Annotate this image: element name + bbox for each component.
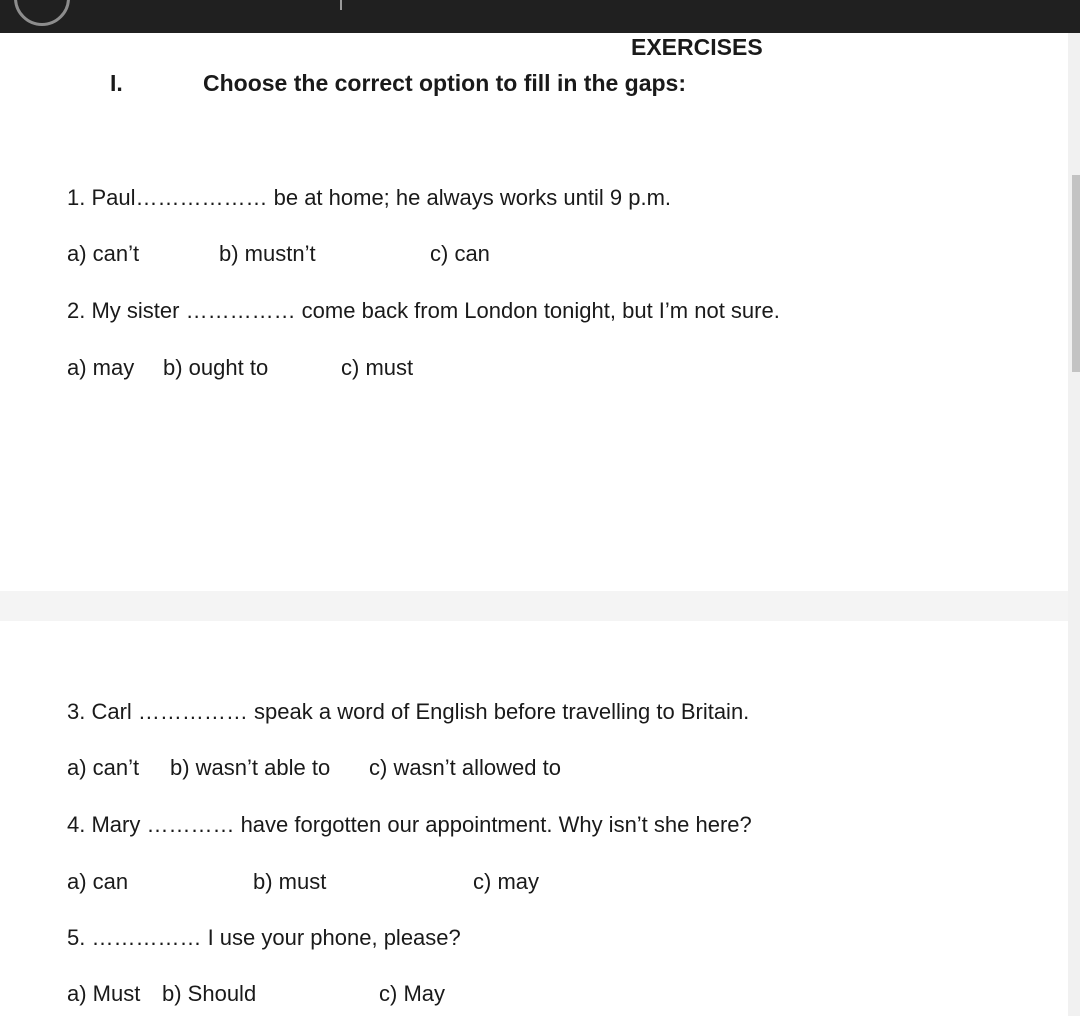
question-5-option-b: b) Should xyxy=(162,981,257,1006)
question-3-text: 3. Carl …………… speak a word of English before travelling to Britain. xyxy=(67,699,750,724)
question-4-option-c: c) may xyxy=(473,869,539,894)
scrollbar-thumb[interactable] xyxy=(1072,175,1080,372)
question-4-text: 4. Mary ………… have forgotten our appointment. Why isn’t she here? xyxy=(67,812,752,837)
question-5-option-a: a) Must xyxy=(67,981,141,1006)
question-3-option-a: a) can’t xyxy=(67,755,140,780)
question-1-option-a: a) can’t xyxy=(67,241,140,266)
text-cursor xyxy=(340,0,342,10)
question-5-text: 5. …………… I use your phone, please? xyxy=(67,925,461,950)
question-2-option-b: b) ought to xyxy=(163,355,269,380)
question-4-option-b: b) must xyxy=(253,869,327,894)
question-1-option-b: b) mustn’t xyxy=(219,241,316,266)
back-circle-icon[interactable] xyxy=(14,0,70,26)
question-4-option-a: a) can xyxy=(67,869,129,894)
question-3-option-c: c) wasn’t allowed to xyxy=(369,755,561,780)
document-page-1 xyxy=(0,33,1068,591)
question-1-text: 1. Paul……………… be at home; he always works until 9 p.m. xyxy=(67,185,672,210)
question-2-option-c: c) must xyxy=(341,355,414,380)
question-3-option-b: b) wasn’t able to xyxy=(170,755,331,780)
question-1-option-c: c) can xyxy=(430,241,490,266)
question-2-text: 2. My sister …………… come back from London tonight, but I’m not sure. xyxy=(67,298,780,323)
document-page-2 xyxy=(0,621,1068,1016)
section-instruction: Choose the correct option to fill in the gaps: xyxy=(203,70,687,96)
question-5-option-c: c) May xyxy=(379,981,445,1006)
page-separator xyxy=(0,591,1068,621)
question-2-option-a: a) may xyxy=(67,355,135,380)
section-number: I. xyxy=(110,70,123,96)
page-title: EXERCISES xyxy=(631,34,763,60)
viewer-toolbar xyxy=(0,0,1080,33)
